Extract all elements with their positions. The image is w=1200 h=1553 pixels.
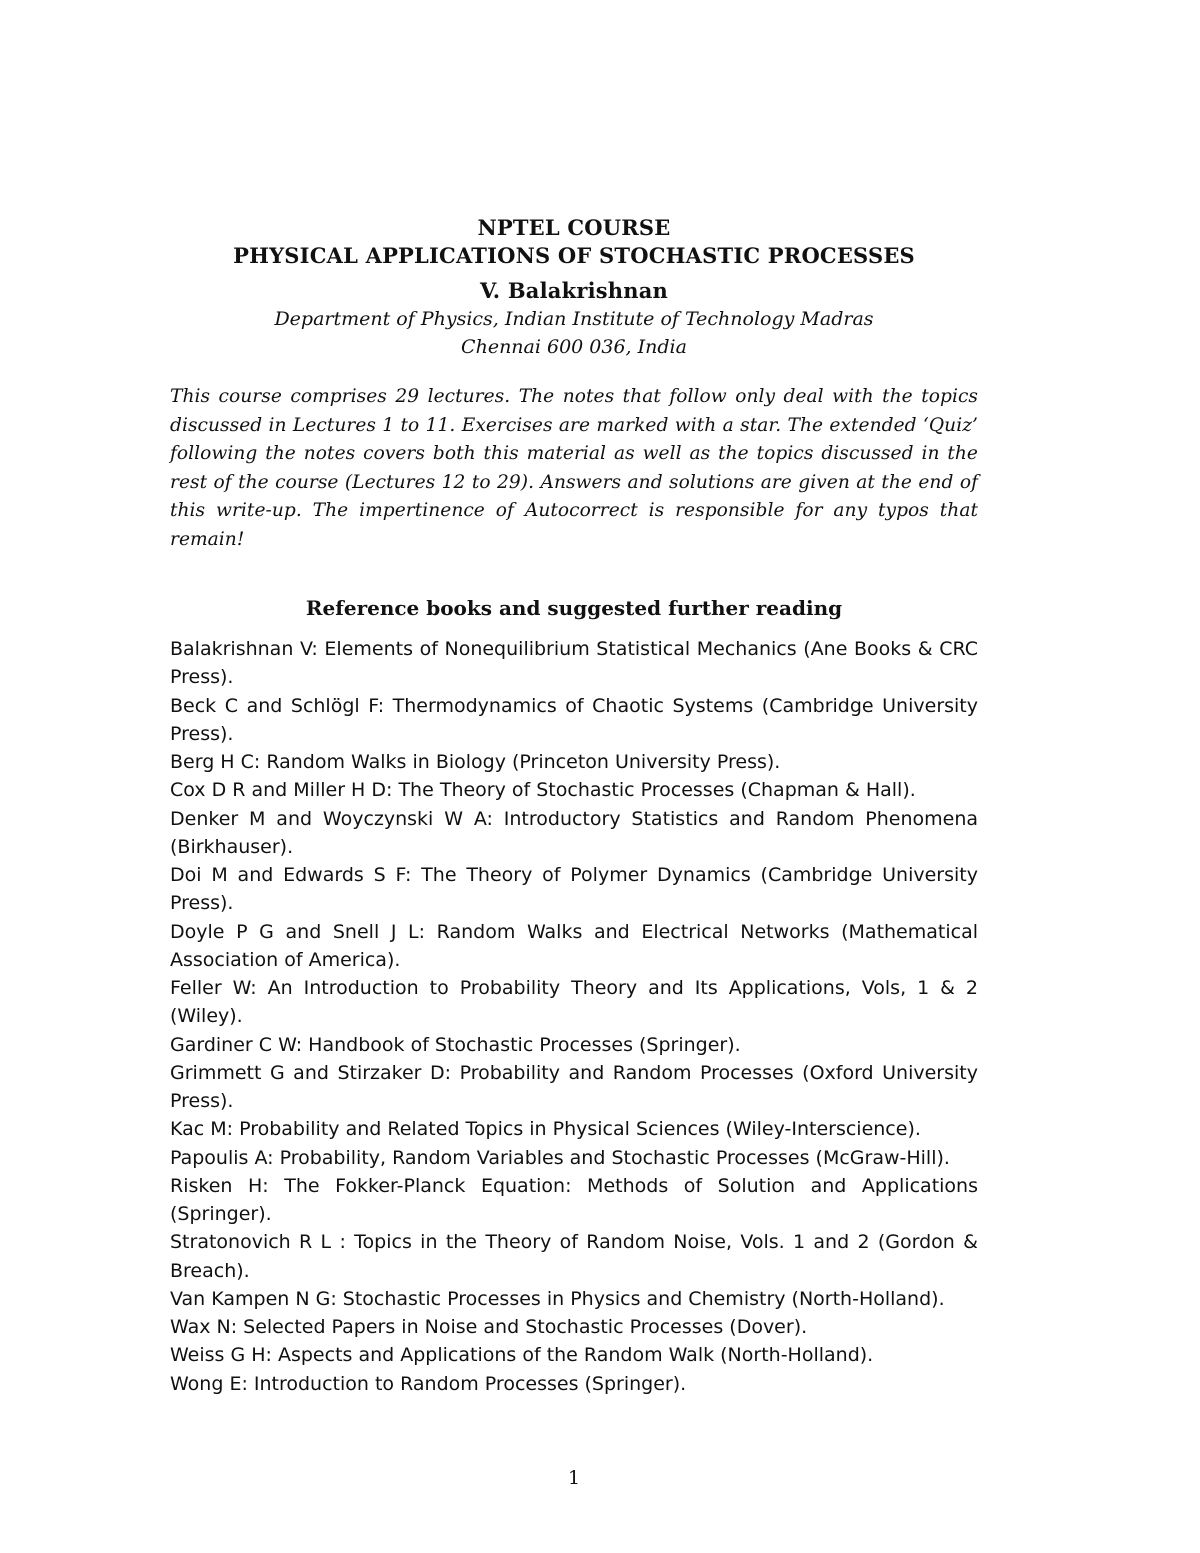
course-title: PHYSICAL APPLICATIONS OF STOCHASTIC PROCESSES — [233, 243, 915, 268]
references-list — [170, 635, 978, 1398]
reference-item: Doyle P G and Snell J L: Random Walks and Electrical Networks (Mathematical Association of America). — [170, 920, 978, 971]
reference-item: Beck C and Schlögl F: Thermodynamics of Chaotic Systems (Cambridge University Press). — [170, 694, 978, 745]
reference-item: Balakrishnan V: Elements of Nonequilibrium Statistical Mechanics (Ane Books & CRC Press). — [170, 638, 978, 689]
course-label: NPTEL COURSE — [477, 215, 671, 240]
affiliation-location: Chennai 600 036, India — [461, 336, 687, 358]
title-block — [170, 214, 978, 361]
reference-item: Feller W: An Introduction to Probability Theory and Its Applications, Vols, 1 & 2 (Wiley). — [170, 977, 978, 1028]
page-number: 1 — [567, 1467, 581, 1489]
reference-item: Denker M and Woyczynski W A: Introductory Statistics and Random Phenomena (Birkhauser). — [170, 807, 978, 858]
author-name: V. Balakrishnan — [479, 278, 668, 303]
course-abstract: This course comprises 29 lectures. The notes that follow only deal with the topics discussed in Lectures 1 to 11. Exercises are marked with a star. The extended ‘Quiz’ following the notes covers both this material as well as the topics discussed in the rest of the course (Lectures 12 to 29). Answers and solutions are given at the end of this write-up. The impertinence of Autocorrect is responsible for any typos that remain! — [170, 386, 978, 550]
reference-item: Cox D R and Miller H D: The Theory of Stochastic Processes (Chapman & Hall). — [170, 779, 916, 802]
reference-item: Gardiner C W: Handbook of Stochastic Processes (Springer). — [170, 1033, 741, 1056]
reference-item: Kac M: Probability and Related Topics in Physical Sciences (Wiley-Interscience). — [170, 1118, 921, 1141]
reference-item: Papoulis A: Probability, Random Variables and Stochastic Processes (McGraw-Hill). — [170, 1146, 950, 1169]
reference-item: Wax N: Selected Papers in Noise and Stochastic Processes (Dover). — [170, 1316, 808, 1338]
reference-item: Grimmett G and Stirzaker D: Probability and Random Processes (Oxford University Press). — [170, 1061, 978, 1112]
affiliation-department: Department of Physics, Indian Institute of Technology Madras — [274, 308, 874, 330]
reference-item: Risken H: The Fokker-Planck Equation: Methods of Solution and Applications (Springer). — [170, 1174, 978, 1225]
references-heading: Reference books and suggested further reading — [305, 596, 843, 620]
reference-item: Weiss G H: Aspects and Applications of the Random Walk (North-Holland). — [170, 1344, 874, 1367]
reference-item: Stratonovich R L : Topics in the Theory of Random Noise, Vols. 1 and 2 (Gordon & Breach). — [170, 1231, 978, 1282]
reference-item: Wong E: Introduction to Random Processes (Springer). — [170, 1372, 687, 1395]
reference-item: Berg H C: Random Walks in Biology (Princeton University Press). — [170, 751, 781, 773]
reference-item: Van Kampen N G: Stochastic Processes in Physics and Chemistry (North-Holland). — [170, 1287, 945, 1310]
reference-item: Doi M and Edwards S F: The Theory of Polymer Dynamics (Cambridge University Press). — [170, 864, 978, 915]
